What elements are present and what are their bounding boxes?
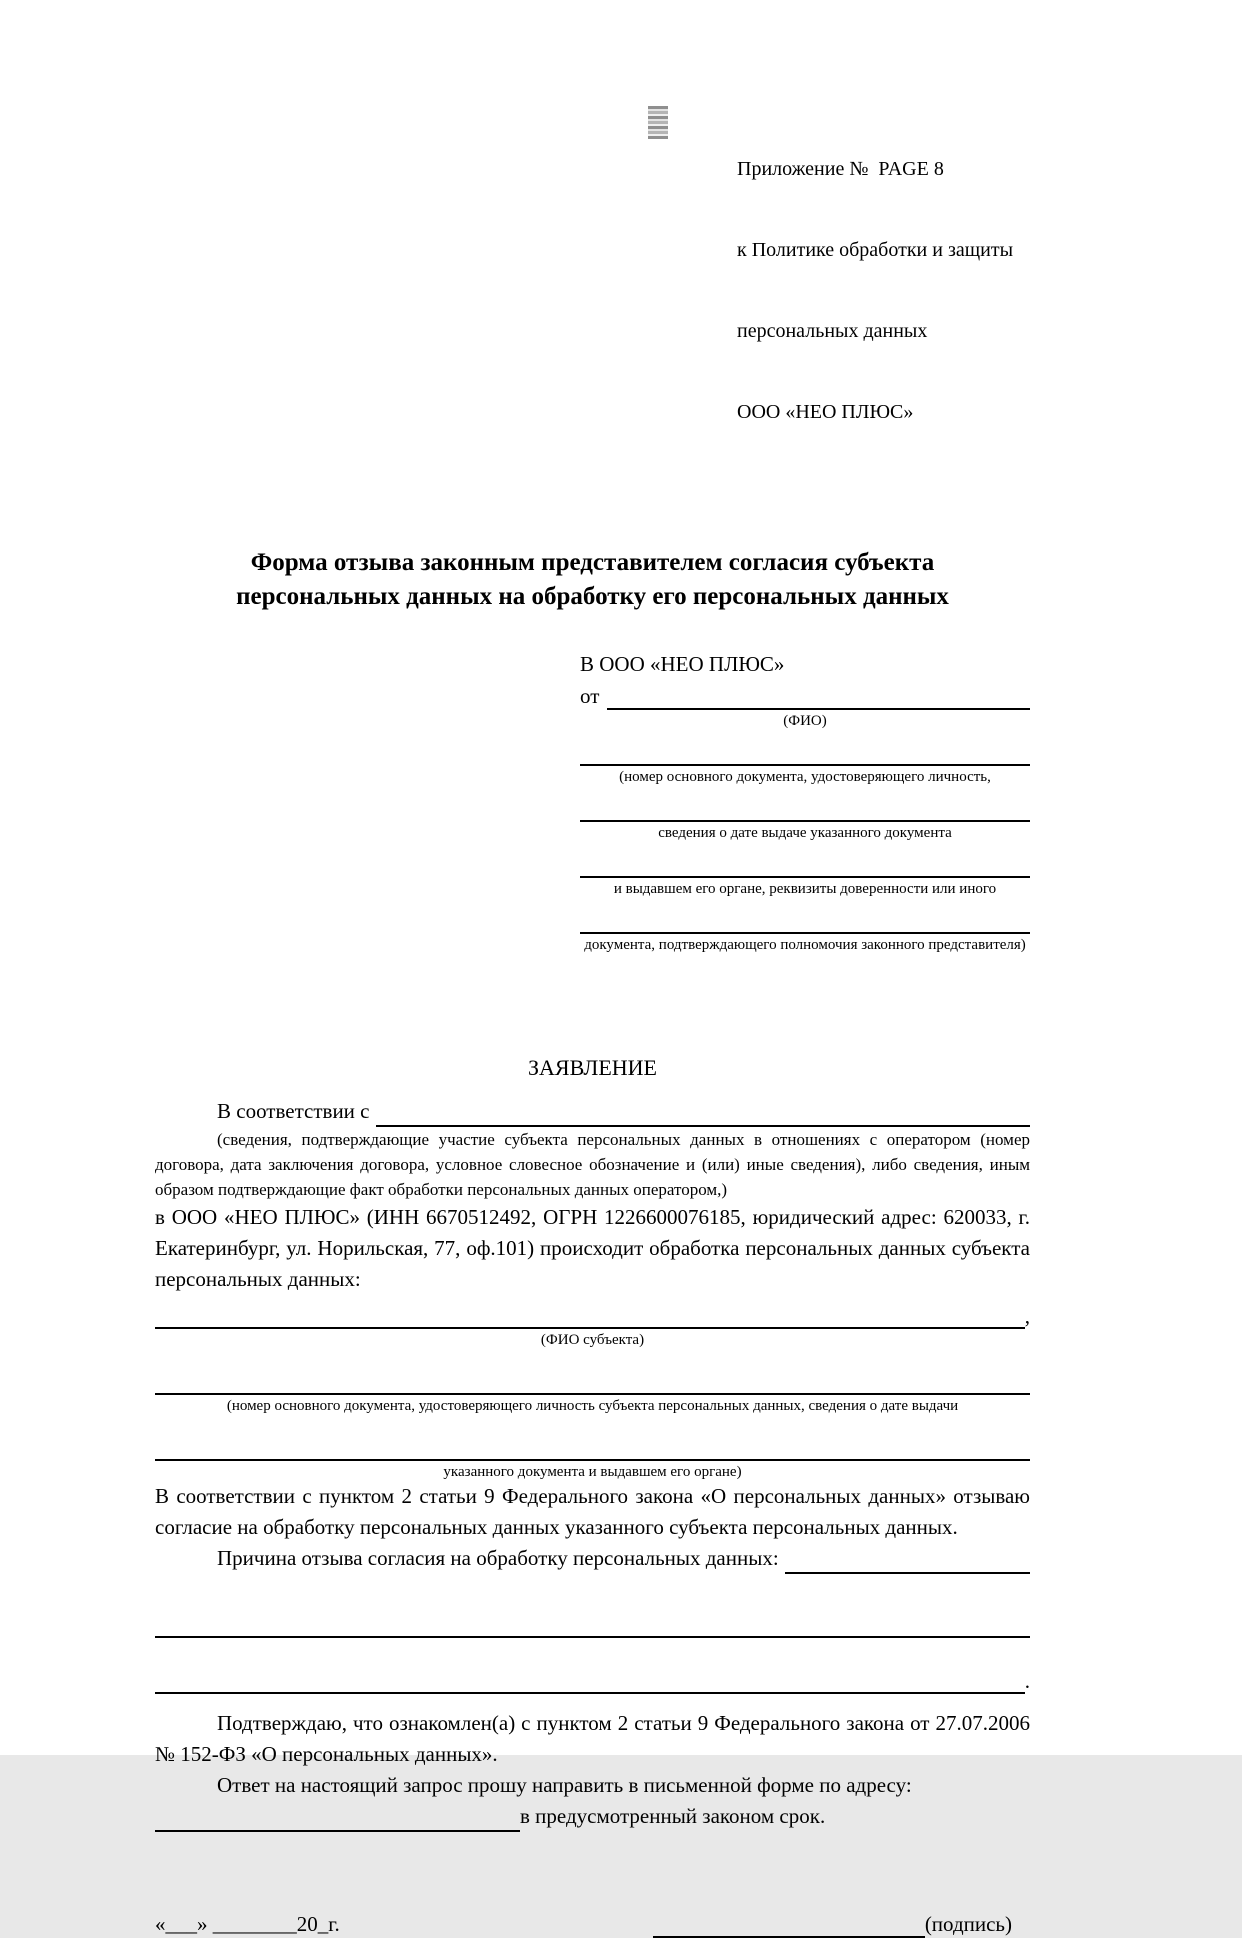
according-blank-line[interactable] <box>376 1101 1031 1127</box>
signoff-row <box>155 1910 1030 1938</box>
doc-issue-date-caption: сведения о дате выдаче указанного документа <box>658 825 952 841</box>
signature-caption: (подпись) <box>924 1912 1012 1936</box>
fio-caption: (ФИО) <box>783 713 827 729</box>
withdrawal-paragraph: В соответствии с пунктом 2 статьи 9 Федерального закона «О персональных данных» отзываю согласие на обработку персональных данных указанного субъекта персональных данных. <box>155 1484 1030 1539</box>
document-content <box>155 102 1030 1938</box>
doc-issue-date-blank-unit <box>580 810 1030 842</box>
doc-issuer-blank-line[interactable] <box>580 866 1030 878</box>
date-blank-text[interactable]: «___» ________20_г. <box>155 1912 340 1936</box>
according-row <box>155 1096 1030 1127</box>
reply-tail-text: в предусмотренный законом срок. <box>520 1804 826 1828</box>
doc-issuer-caption: и выдавшем его органе, реквизиты доверенности или иного <box>613 881 997 897</box>
statement-heading: ЗАЯВЛЕНИЕ <box>528 1055 657 1080</box>
reason-blank-line-3[interactable] <box>155 1668 1025 1694</box>
operator-info-paragraph: в ООО «НЕО ПЛЮС» (ИНН 6670512492, ОГРН 1226600076185, юридический адрес: 620033, г. Екатеринбург, ул. Норильская, 77, оф.101) происходит обработка персональных данных субъекта персональных данных: <box>155 1205 1030 1291</box>
fine-print-note: (сведения, подтверждающие участие субъекта персональных данных в отношениях с оператором (номер договора, дата заключения договора, условное словесное обозначение и (или) иные сведения), либо сведения, иным образом подтверждающие факт обработки персональных данных оператором,) <box>155 1130 1030 1199</box>
doc-number-blank-line[interactable] <box>580 754 1030 766</box>
doc-authority-blank-line[interactable] <box>580 922 1030 934</box>
reply-request-paragraph: Ответ на настоящий запрос прошу направить в письменной форме по адресу: <box>217 1773 912 1797</box>
subject-doc-blank-line-1[interactable] <box>155 1373 1030 1395</box>
addressee-organization: В ООО «НЕО ПЛЮС» <box>580 652 785 676</box>
document-title: Форма отзыва законным представителем согласия субъекта персональных данных на обработку его персональных данных <box>236 549 949 610</box>
signature-group <box>653 1910 1012 1938</box>
subject-fio-blank-line[interactable] <box>155 1303 1025 1329</box>
signature-blank-line[interactable] <box>653 1912 925 1938</box>
doc-authority-blank-unit <box>580 922 1030 954</box>
appendix-policy-line: к Политике обработки и защиты <box>737 239 1014 261</box>
addressee-block <box>580 650 1030 954</box>
appendix-org-line: ООО «НЕО ПЛЮС» <box>737 401 914 423</box>
subject-doc-caption-2: указанного документа и выдавшем его органе) <box>443 1464 742 1480</box>
from-row <box>580 682 1030 710</box>
subject-fio-trailing-comma: , <box>1024 1304 1030 1328</box>
doc-issuer-blank-unit <box>580 866 1030 898</box>
doc-authority-caption: документа, подтверждающего полномочия законного представителя) <box>584 937 1026 953</box>
reply-address-blank-line[interactable] <box>155 1806 520 1832</box>
doc-number-caption: (номер основного документа, удостоверяющего личность, <box>619 769 991 785</box>
confirmation-paragraph: Подтверждаю, что ознакомлен(а) с пунктом 2 статьи 9 Федерального закона от 27.07.2006 № 152-ФЗ «О персональных данных». <box>155 1711 1030 1766</box>
reason-trailing-period: . <box>1024 1669 1030 1693</box>
subject-fio-row <box>155 1303 1030 1329</box>
reason-blank-line-2[interactable] <box>155 1616 1030 1638</box>
reason-blank-row-3 <box>155 1668 1030 1694</box>
doc-issue-date-blank-line[interactable] <box>580 810 1030 822</box>
appendix-policy-line2: персональных данных <box>737 320 928 342</box>
reply-address-row <box>155 1801 1030 1832</box>
reason-row <box>155 1543 1030 1574</box>
subject-doc-blank-line-2[interactable] <box>155 1439 1030 1461</box>
appendix-number-line: Приложение № PAGE 8 <box>737 158 944 180</box>
subject-doc-caption-1: (номер основного документа, удостоверяющего личность субъекта персональных данных, сведения о дате выдачи <box>226 1398 959 1414</box>
subject-fio-caption: (ФИО субъекта) <box>540 1332 645 1348</box>
doc-number-blank-unit <box>580 754 1030 786</box>
reason-blank-line[interactable] <box>785 1548 1030 1574</box>
representative-fio-blank-line[interactable] <box>607 684 1030 710</box>
appendix-block <box>737 102 1030 480</box>
reason-label: Причина отзыва согласия на обработку персональных данных: <box>217 1546 779 1570</box>
from-label: от <box>580 684 600 708</box>
according-label: В соответствии с <box>217 1099 370 1123</box>
